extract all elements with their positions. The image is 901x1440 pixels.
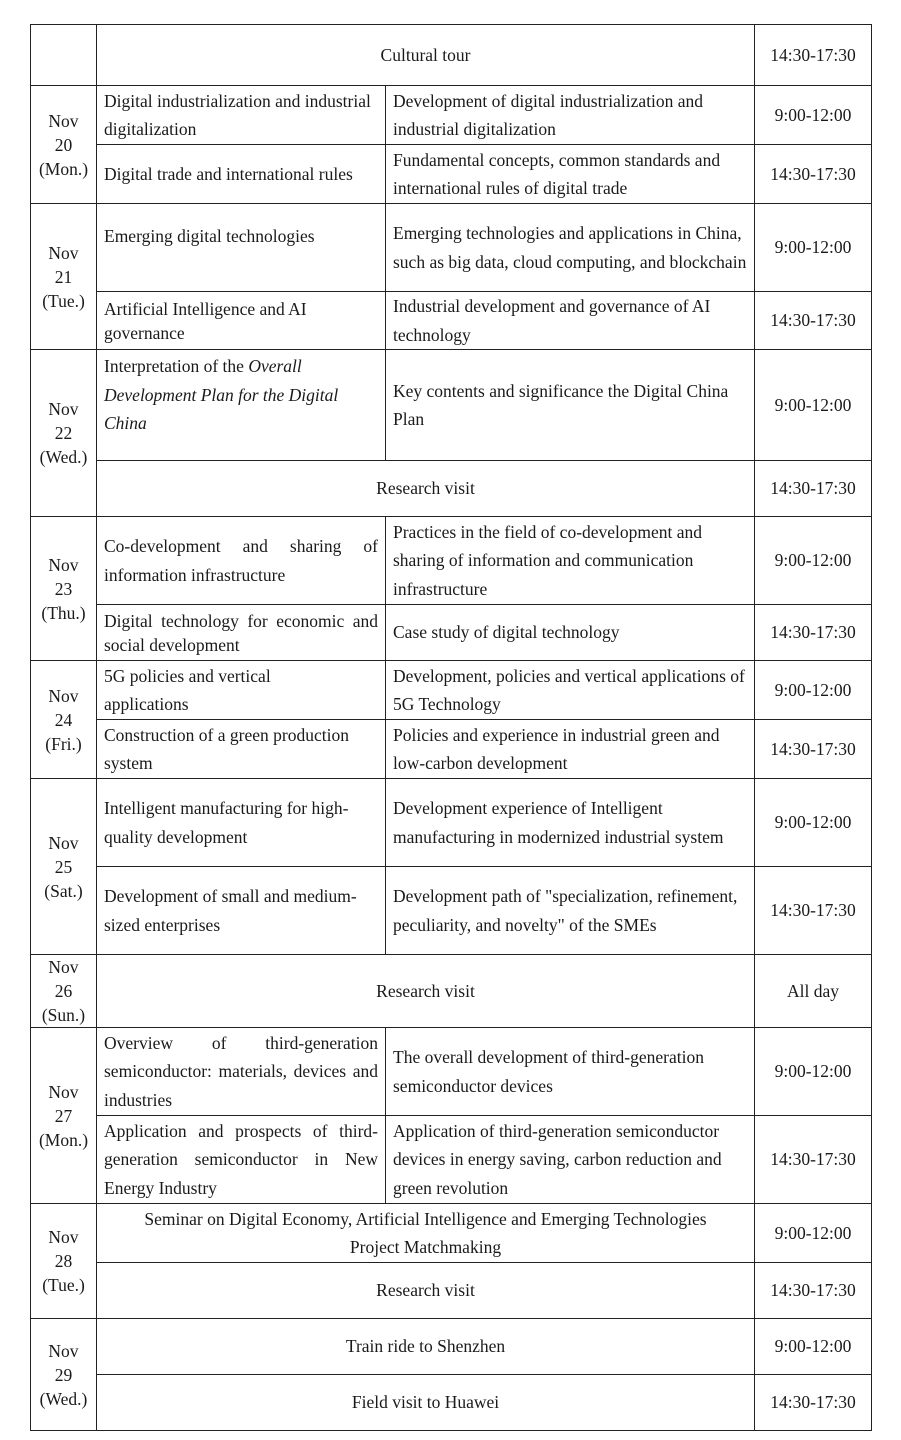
table-row	[31, 461, 872, 517]
time-slot: 14:30-17:30	[755, 145, 872, 204]
date-label: Nov 27	[48, 1081, 79, 1126]
session-title: Cultural tour	[97, 25, 755, 86]
time-slot: 9:00-12:00	[755, 779, 872, 867]
time-slot: 9:00-12:00	[755, 1319, 872, 1375]
session-title: Train ride to Shenzhen	[97, 1319, 755, 1375]
time-slot: 14:30-17:30	[755, 605, 872, 661]
session-topic: Construction of a green production system	[97, 720, 386, 779]
date-cell	[31, 86, 97, 204]
table-row	[31, 86, 872, 145]
session-topic: Development of small and medium-sized enterprises	[97, 867, 386, 955]
weekday-label: (Mon.)	[38, 1129, 89, 1150]
time-slot: 9:00-12:00	[755, 86, 872, 145]
date-label: Nov 24	[48, 685, 79, 730]
time-slot: 14:30-17:30	[755, 25, 872, 86]
date-cell	[31, 350, 97, 517]
table-row	[31, 292, 872, 350]
session-content: Emerging technologies and applications in China, such as big data, cloud computing, and blockchain	[386, 204, 755, 292]
table-row	[31, 1375, 872, 1431]
table-row	[31, 779, 872, 867]
date-label: Nov 20	[48, 110, 79, 155]
plan-title: Overall Development Plan for the Digital China	[104, 356, 339, 433]
date-cell	[31, 1204, 97, 1319]
weekday-label: (Wed.)	[39, 1388, 88, 1409]
date-label: Nov 26	[48, 957, 79, 1001]
session-content: Fundamental concepts, common standards and international rules of digital trade	[386, 145, 755, 204]
time-slot: 14:30-17:30	[755, 461, 872, 517]
session-topic: Digital technology for economic and social development	[97, 605, 386, 661]
time-slot: 14:30-17:30	[755, 867, 872, 955]
date-label: Nov 21	[48, 242, 79, 287]
session-content: Policies and experience in industrial green and low-carbon development	[386, 720, 755, 779]
table-row	[31, 955, 872, 1028]
time-slot: 14:30-17:30	[755, 1116, 872, 1204]
session-topic: Artificial Intelligence and AI governance	[97, 292, 386, 350]
time-slot: 9:00-12:00	[755, 204, 872, 292]
table-row	[31, 204, 872, 292]
date-label: Nov 25	[48, 832, 79, 877]
session-content: Development of digital industrialization and industrial digitalization	[386, 86, 755, 145]
session-content: The overall development of third-generation semiconductor devices	[386, 1028, 755, 1116]
time-slot: 9:00-12:00	[755, 350, 872, 461]
session-content: Development experience of Intelligent manufacturing in modernized industrial system	[386, 779, 755, 867]
table-row	[31, 350, 872, 461]
table-row	[31, 720, 872, 779]
weekday-label: (Mon.)	[38, 158, 89, 179]
session-content: Key contents and significance the Digital China Plan	[386, 350, 755, 461]
table-row	[31, 1028, 872, 1116]
session-content: Development path of "specialization, refinement, peculiarity, and novelty" of the SMEs	[386, 867, 755, 955]
time-slot: All day	[755, 955, 872, 1028]
session-title: Research visit	[97, 461, 755, 517]
date-label: Nov 22	[48, 399, 79, 443]
session-topic	[97, 661, 386, 720]
time-slot: 9:00-12:00	[755, 661, 872, 720]
title-line: Seminar on Digital Economy, Artificial Intelligence and Emerging Technologies	[144, 1208, 707, 1229]
date-label: Nov 23	[48, 554, 79, 599]
session-content: Case study of digital technology	[386, 605, 755, 661]
session-topic: Overview of third-generation semiconductor: materials, devices and industries	[97, 1028, 386, 1116]
table-row	[31, 145, 872, 204]
date-cell	[31, 25, 97, 86]
session-topic: Application and prospects of third-generation semiconductor in New Energy Industry	[97, 1116, 386, 1204]
weekday-label: (Sat.)	[44, 880, 83, 901]
time-slot: 9:00-12:00	[755, 517, 872, 605]
time-slot: 14:30-17:30	[755, 1263, 872, 1319]
session-topic: Digital trade and international rules	[97, 145, 386, 204]
date-cell	[31, 955, 97, 1028]
session-topic: Emerging digital technologies	[97, 204, 386, 292]
table-row	[31, 1263, 872, 1319]
table-row	[31, 25, 872, 86]
topic-text: Interpretation of the	[104, 356, 249, 376]
date-cell	[31, 779, 97, 955]
table-row	[31, 1319, 872, 1375]
time-slot: 14:30-17:30	[755, 1375, 872, 1431]
table-row	[31, 1204, 872, 1263]
time-slot: 14:30-17:30	[755, 720, 872, 779]
weekday-label: (Tue.)	[42, 1275, 85, 1295]
session-content: Practices in the field of co-development and sharing of information and communication infrastructure	[386, 517, 755, 605]
topic-line: applications	[104, 694, 189, 714]
table-row	[31, 661, 872, 720]
date-cell	[31, 1319, 97, 1431]
table-row	[31, 605, 872, 661]
table-row	[31, 517, 872, 605]
weekday-label: (Wed.)	[39, 447, 88, 467]
session-topic	[97, 350, 386, 461]
title-line: Project Matchmaking	[349, 1237, 502, 1257]
date-cell	[31, 661, 97, 779]
session-title: Research visit	[97, 955, 755, 1028]
weekday-label: (Fri.)	[45, 733, 82, 754]
session-content: Application of third-generation semiconductor devices in energy saving, carbon reduction and green revolution	[386, 1116, 755, 1204]
session-title: Research visit	[97, 1263, 755, 1319]
topic-line: 5G policies and vertical	[104, 665, 271, 686]
session-title: Field visit to Huawei	[97, 1375, 755, 1431]
weekday-label: (Thu.)	[41, 602, 86, 623]
weekday-label: (Tue.)	[42, 290, 85, 311]
weekday-label: (Sun.)	[41, 1005, 86, 1025]
session-topic: Digital industrialization and industrial digitalization	[97, 86, 386, 145]
session-title	[97, 1204, 755, 1263]
time-slot: 9:00-12:00	[755, 1204, 872, 1263]
time-slot: 14:30-17:30	[755, 292, 872, 350]
table-row	[31, 867, 872, 955]
schedule-table	[30, 24, 872, 1431]
date-label: Nov 29	[48, 1340, 79, 1385]
session-content: Development, policies and vertical applications of 5G Technology	[386, 661, 755, 720]
date-cell	[31, 517, 97, 661]
time-slot: 9:00-12:00	[755, 1028, 872, 1116]
session-content: Industrial development and governance of AI technology	[386, 292, 755, 350]
table-row	[31, 1116, 872, 1204]
date-cell	[31, 204, 97, 350]
date-label: Nov 28	[48, 1227, 79, 1271]
date-cell	[31, 1028, 97, 1204]
session-topic: Intelligent manufacturing for high-quality development	[97, 779, 386, 867]
session-topic: Co-development and sharing of information infrastructure	[97, 517, 386, 605]
